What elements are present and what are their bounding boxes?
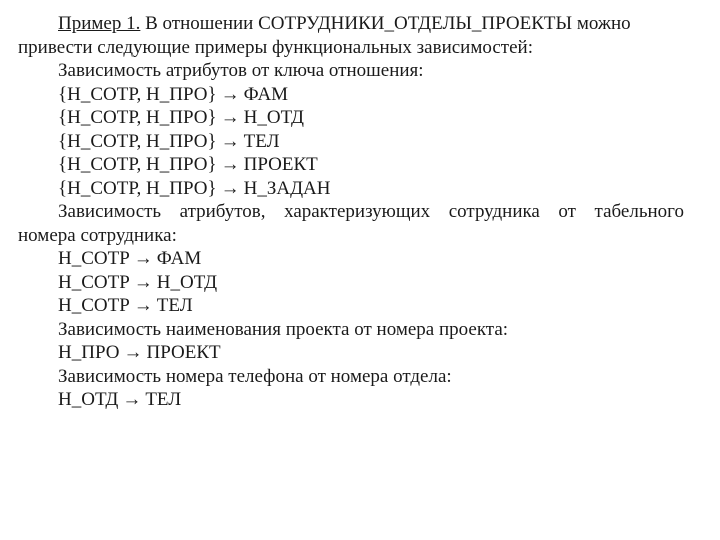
arrow-icon: → — [133, 295, 153, 316]
dependency-line — [18, 341, 684, 365]
dependency-rhs: Н_ЗАДАН — [243, 177, 331, 199]
dependency-line — [18, 83, 684, 107]
dependency-line — [18, 153, 684, 177]
dependency-rhs: ТЕЛ — [156, 295, 193, 316]
intro-line — [18, 12, 684, 36]
dependency-lhs: {Н_СОТР, Н_ПРО} — [58, 83, 217, 105]
section-heading-continued: номера сотрудника: — [18, 224, 177, 246]
dependency-line — [18, 271, 684, 295]
intro-line-continued: привести следующие примеры функциональных зависимостей: — [18, 36, 533, 58]
dependency-rhs: ТЕЛ — [243, 130, 280, 152]
dependency-line — [18, 388, 684, 412]
arrow-icon: → — [220, 107, 240, 128]
dependency-rhs: ПРОЕКТ — [243, 154, 318, 175]
dependency-lhs: {Н_СОТР, Н_ПРО} — [58, 154, 217, 175]
section-heading: Зависимость атрибутов от ключа отношения: — [58, 60, 424, 81]
dependency-line — [18, 106, 684, 130]
arrow-icon: → — [122, 389, 142, 410]
dependency-rhs: Н_ОТД — [243, 107, 304, 128]
section-heading: Зависимость номера телефона от номера отдела: — [58, 365, 452, 387]
dependency-lhs: {Н_СОТР, Н_ПРО} — [58, 107, 217, 128]
section-heading: Зависимость атрибутов, характеризующих сотрудника от табельного — [58, 201, 684, 222]
dependency-rhs: ПРОЕКТ — [146, 342, 221, 363]
dependency-lhs: {Н_СОТР, Н_ПРО} — [58, 130, 217, 152]
example-label: Пример 1. — [58, 13, 141, 34]
dependency-line — [18, 177, 684, 201]
dependency-rhs: ФАМ — [243, 83, 289, 105]
arrow-icon: → — [220, 130, 240, 152]
document-body — [18, 12, 684, 412]
dependency-rhs: ФАМ — [156, 248, 202, 269]
dependency-line — [18, 130, 684, 154]
dependency-line — [18, 294, 684, 318]
dependency-lhs: Н_СОТР — [58, 271, 130, 293]
dependency-lhs: Н_ОТД — [58, 389, 119, 410]
dependency-rhs: Н_ОТД — [156, 271, 218, 293]
arrow-icon: → — [123, 342, 143, 363]
intro-text: В отношении СОТРУДНИКИ_ОТДЕЛЫ_ПРОЕКТЫ можно — [140, 13, 631, 34]
dependency-lhs: {Н_СОТР, Н_ПРО} — [58, 177, 217, 199]
arrow-icon: → — [220, 83, 240, 105]
section-heading: Зависимость наименования проекта от номера проекта: — [58, 318, 509, 340]
arrow-icon: → — [133, 248, 153, 269]
dependency-lhs: Н_СОТР — [58, 295, 130, 316]
dependency-line — [18, 247, 684, 271]
dependency-rhs: ТЕЛ — [145, 389, 182, 410]
dependency-lhs: Н_ПРО — [58, 342, 120, 363]
arrow-icon: → — [220, 154, 240, 175]
arrow-icon: → — [133, 271, 153, 293]
dependency-lhs: Н_СОТР — [58, 248, 130, 269]
arrow-icon: → — [220, 177, 240, 199]
